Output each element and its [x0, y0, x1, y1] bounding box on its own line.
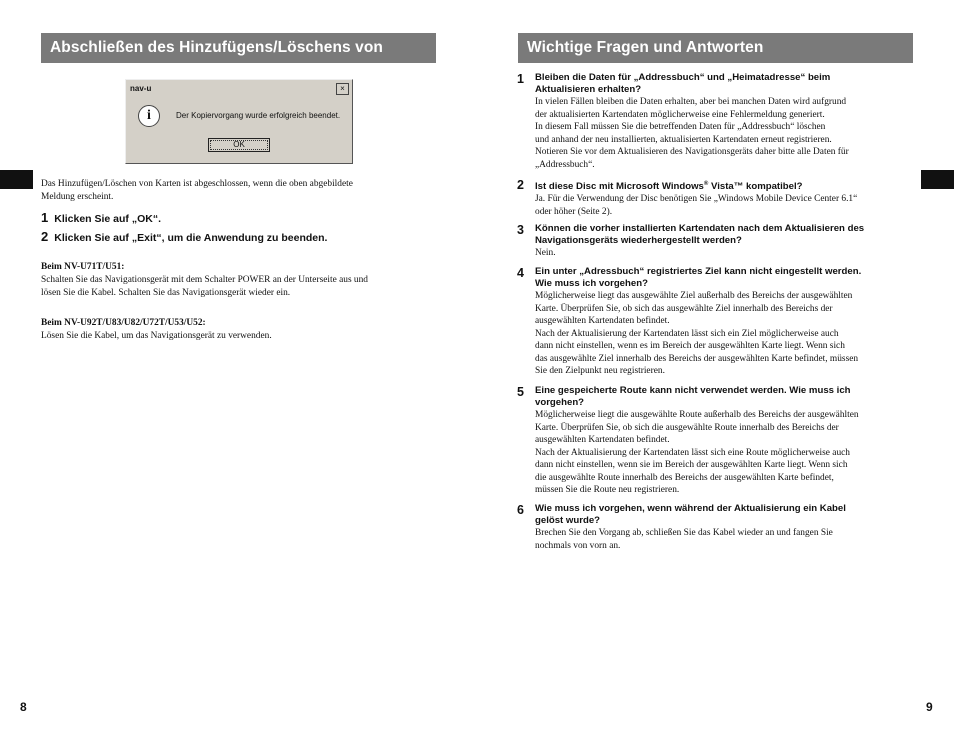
step-number: 2	[41, 229, 49, 244]
faq-number: 1	[517, 72, 524, 86]
answer-line: ausgewählten Kartendaten befindet.	[535, 435, 670, 445]
faq-number: 2	[517, 178, 524, 192]
faq-question	[535, 72, 917, 96]
right-edge-tab	[921, 170, 954, 189]
question-line: Wie muss ich vorgehen?	[535, 278, 648, 289]
step-1	[41, 210, 161, 225]
left-edge-tab	[0, 170, 33, 189]
answer-line: Ja. Für die Verwendung der Disc benötigen Sie „Windows Mobile Device Center 6.1“	[535, 194, 858, 205]
faq-question	[535, 178, 917, 193]
answer-line: oder höher (Seite 2).	[535, 206, 613, 217]
step-2	[41, 229, 327, 244]
step-number: 1	[41, 210, 49, 225]
page-number-right: 9	[926, 700, 933, 714]
faq-question	[535, 266, 917, 290]
faq-answer	[535, 193, 917, 218]
step-text: Klicken Sie auf „Exit“, um die Anwendung zu beenden.	[54, 232, 328, 244]
section-text-u71t	[41, 274, 368, 299]
answer-line: Karte. Überprüfen Sie, ob sich das ausgewählte Ziel innerhalb des Bereichs der	[535, 303, 833, 314]
question-line: Wie muss ich vorgehen, wenn während der Aktualisierung ein Kabel	[535, 503, 846, 514]
answer-line: der aktualisierten Kartendaten möglicherweise eine Fehlermeldung generiert.	[535, 109, 825, 120]
faq-question	[535, 503, 917, 527]
faq-answer	[535, 409, 917, 497]
faq-item-1	[517, 72, 917, 171]
faq-question	[535, 223, 917, 247]
question-line: Können die vorher installierten Kartendaten nach dem Aktualisieren des	[535, 223, 865, 234]
faq-item-4	[517, 266, 917, 378]
answer-line: Notieren Sie vor dem Aktualisieren des Navigationsgeräts daher bitte alle Daten für	[535, 147, 849, 157]
section-title-u92t: Beim NV-U92T/U83/U82/U72T/U53/U52:	[41, 318, 206, 328]
intro-line: Das Hinzufügen/Löschen von Karten ist abgeschlossen, wenn die oben abgebildete	[41, 179, 353, 189]
question-line: gelöst wurde?	[535, 515, 601, 526]
faq-answer	[535, 96, 917, 171]
intro-line: Meldung erscheint.	[41, 191, 114, 202]
section-text-u92t	[41, 330, 272, 343]
close-icon[interactable]: ×	[336, 83, 349, 95]
answer-line: Möglicherweise liegt die ausgewählte Route außerhalb des Bereichs der ausgewählten	[535, 410, 859, 420]
section-line: Lösen Sie die Kabel, um das Navigationsgerät zu verwenden.	[41, 331, 272, 341]
dialog-message: Der Kopiervorgang wurde erfolgreich beendet.	[176, 111, 341, 120]
answer-line: Nach der Aktualisierung der Kartendaten lässt sich eine Route möglicherweise auch	[535, 447, 850, 458]
completion-dialog	[125, 79, 353, 164]
answer-line: Brechen Sie den Vorgang ab, schließen Sie das Kabel wieder an und fangen Sie	[535, 528, 833, 538]
faq-number: 4	[517, 266, 524, 280]
answer-line: und anhand der neu installierten, aktualisierten Kartendaten erneut registrieren.	[535, 134, 832, 145]
answer-line: das ausgewählte Ziel innerhalb des Bereichs der ausgewählten Karte befindet, müssen	[535, 353, 859, 364]
question-line: Ein unter „Adressbuch“ registriertes Ziel kann nicht eingestellt werden.	[535, 266, 862, 277]
question-line: Aktualisieren erhalten?	[535, 84, 642, 95]
page-number-left: 8	[20, 700, 27, 714]
question-text: Ist diese Disc mit Microsoft Windows	[535, 181, 704, 193]
answer-line: Sie den Zielpunkt neu registrieren.	[535, 366, 665, 376]
question-text: Vista™ kompatibel?	[708, 181, 803, 193]
answer-line: Nach der Aktualisierung der Kartendaten lässt sich ein Ziel möglicherweise auch	[535, 328, 839, 339]
step-text: Klicken Sie auf „OK“.	[54, 213, 162, 225]
faq-number: 5	[517, 385, 524, 399]
intro-text	[41, 178, 353, 203]
faq-item-2	[517, 178, 917, 218]
section-line: Schalten Sie das Navigationsgerät mit dem Schalter POWER an der Unterseite aus und	[41, 275, 368, 285]
answer-line: In vielen Fällen bleiben die Daten erhalten, aber bei manchen Daten wird aufgrund	[535, 97, 847, 107]
answer-line: Nein.	[535, 248, 556, 258]
answer-line: die ausgewählte Route innerhalb des Bereichs der ausgewählten Karte befindet,	[535, 472, 834, 483]
section-line: lösen Sie die Kabel. Schalten Sie das Navigationsgerät wieder ein.	[41, 287, 291, 298]
answer-line: dann nicht einstellen, wenn es im Bereich der ausgewählten Karte liegt. Wenn sich	[535, 341, 845, 351]
answer-line: In diesem Fall müssen Sie die betreffenden Daten für „Addressbuch“ löschen	[535, 122, 826, 132]
faq-question	[535, 385, 917, 409]
question-line: Eine gespeicherte Route kann nicht verwendet werden. Wie muss ich	[535, 385, 851, 396]
question-line: Navigationsgeräts wiederhergestellt werden?	[535, 235, 742, 246]
question-line: Bleiben die Daten für „Addressbuch“ und „Heimatadresse“ beim	[535, 72, 831, 83]
answer-line: dann nicht einstellen, wenn sie im Bereich der ausgewählten Karte liegt. Wenn sich	[535, 460, 848, 470]
ok-button[interactable]: OK	[208, 138, 270, 152]
info-icon: i	[138, 105, 160, 127]
faq-answer	[535, 527, 917, 552]
answer-line: Möglicherweise liegt das ausgewählte Ziel außerhalb des Bereichs der ausgewählten	[535, 291, 853, 301]
question-line: vorgehen?	[535, 397, 585, 408]
answer-line: müssen Sie die Route neu registrieren.	[535, 485, 680, 495]
dialog-title: nav-u	[130, 84, 152, 93]
answer-line: „Addressbuch“.	[535, 159, 595, 170]
faq-item-5	[517, 385, 917, 497]
faq-item-3	[517, 223, 917, 260]
answer-line: ausgewählten Kartendaten befindet.	[535, 316, 670, 326]
right-section-header: Wichtige Fragen und Antworten	[518, 33, 913, 63]
faq-answer	[535, 247, 917, 260]
left-section-header: Abschließen des Hinzufügens/Löschens von Karten	[41, 33, 436, 63]
registered-mark: ®	[703, 181, 709, 187]
faq-number: 3	[517, 223, 524, 237]
answer-line: nochmals von vorn an.	[535, 540, 621, 551]
faq-answer	[535, 290, 917, 378]
section-title-u71t: Beim NV-U71T/U51:	[41, 262, 125, 272]
answer-line: Karte. Überprüfen Sie, ob sich die ausgewählte Route innerhalb des Bereichs der	[535, 422, 839, 433]
faq-number: 6	[517, 503, 524, 517]
faq-item-6	[517, 503, 917, 552]
